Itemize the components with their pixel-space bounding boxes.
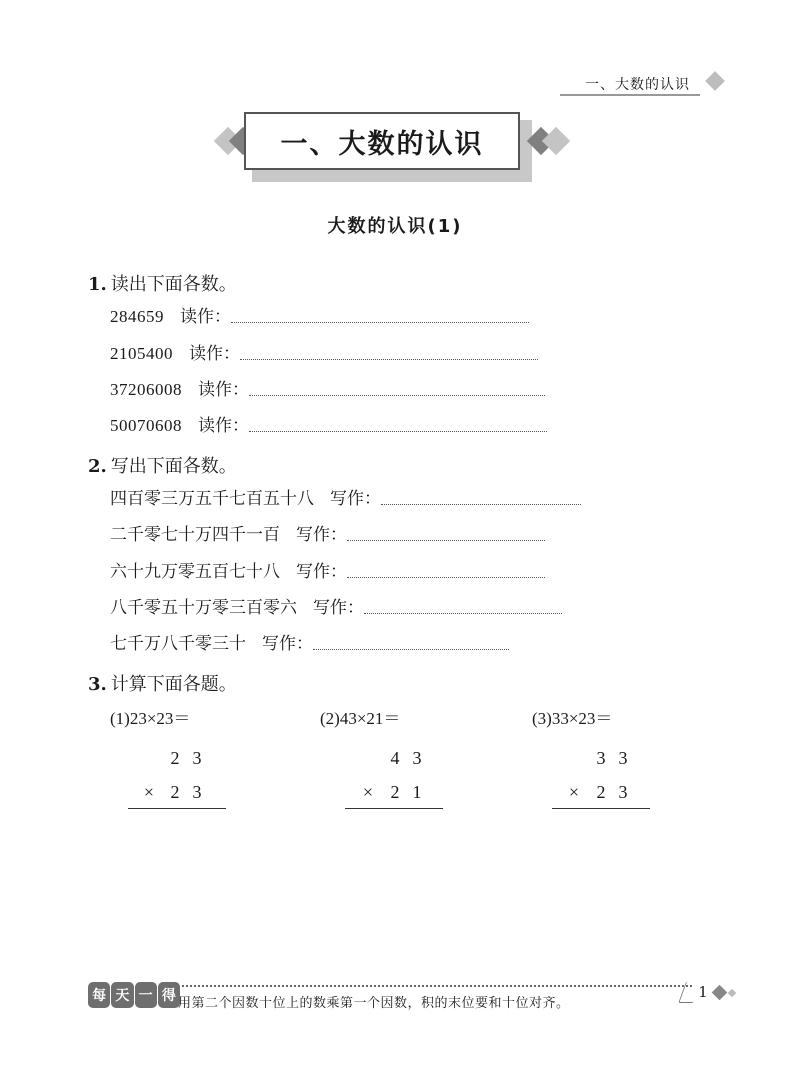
question-number: 1. [88, 274, 107, 295]
answer-line[interactable] [364, 613, 562, 614]
question-text: 计算下面各题。 [110, 674, 237, 695]
running-header [560, 66, 730, 102]
words-to-write: 四百零三万五千七百五十八 [110, 489, 314, 509]
digit: 3 [192, 748, 202, 768]
chapter-title: 一、大数的认识 [280, 128, 484, 160]
question-number: 3. [88, 674, 107, 695]
digit: 2 [170, 748, 180, 768]
write-row [110, 521, 545, 545]
number-to-read: 284659 [110, 307, 164, 326]
section-title: 大数的认识(1) [327, 216, 463, 237]
digit: 1 [412, 782, 422, 802]
question-1-title [88, 270, 237, 296]
running-header-text: 一、大数的认识 [585, 77, 690, 93]
answer-line[interactable] [347, 540, 545, 541]
question-2-title [88, 452, 237, 478]
running-header-rule [560, 94, 700, 96]
digit: 3 [618, 782, 628, 802]
write-label: 写作： [296, 562, 347, 582]
multiplier [558, 782, 634, 803]
calc-underline [128, 808, 226, 809]
read-label: 读作： [198, 380, 249, 400]
read-label: 读作： [189, 344, 240, 364]
words-to-write: 六十九万零五百七十八 [110, 562, 280, 582]
words-to-write: 八千零五十万零三百零六 [110, 598, 297, 618]
digit: 3 [192, 782, 202, 802]
write-row [110, 485, 581, 509]
diamond-icon [712, 985, 728, 1001]
words-to-write: 二千零七十万四千一百 [110, 525, 280, 545]
page-number: 1 [698, 983, 708, 1001]
answer-line[interactable] [347, 577, 545, 578]
write-label: 写作： [296, 525, 347, 545]
digit: 2 [390, 782, 400, 802]
write-row [110, 558, 545, 582]
read-row [110, 376, 545, 400]
answer-line[interactable] [240, 359, 538, 360]
digit: 3 [596, 748, 606, 768]
question-text: 读出下面各数。 [110, 274, 237, 295]
calc-problem-label: (1)23×23＝ [110, 709, 191, 728]
answer-line[interactable] [381, 504, 581, 505]
calc-underline [345, 808, 443, 809]
times-sign: × [362, 782, 374, 802]
words-to-write: 七千万八千零三十 [110, 634, 246, 654]
multiplicand [590, 748, 634, 769]
digit: 4 [390, 748, 400, 768]
read-row [110, 340, 538, 364]
question-number: 2. [88, 456, 107, 477]
write-label: 写作： [330, 489, 381, 509]
multiplicand [384, 748, 428, 769]
calc-problem-label: (2)43×21＝ [320, 709, 401, 728]
question-text: 写出下面各数。 [110, 456, 237, 477]
badge-char: 一 [135, 982, 157, 1008]
footer-divider [182, 985, 692, 987]
answer-line[interactable] [313, 649, 509, 650]
multiplicand [164, 748, 208, 769]
answer-line[interactable] [249, 395, 545, 396]
write-row [110, 594, 562, 618]
badge-char: 天 [111, 982, 133, 1008]
answer-line[interactable] [249, 431, 547, 432]
digit: 3 [618, 748, 628, 768]
badge-char: 得 [158, 982, 180, 1008]
write-row [110, 630, 509, 654]
daily-tip-badge [88, 982, 180, 1008]
read-row [110, 303, 529, 327]
badge-char: 每 [88, 982, 110, 1008]
write-label: 写作： [262, 634, 313, 654]
calc-problem-label: (3)33×23＝ [532, 709, 613, 728]
digit: 2 [170, 782, 180, 802]
number-to-read: 37206008 [110, 380, 182, 399]
diamond-icon [728, 989, 736, 997]
read-row [110, 412, 547, 436]
calc-underline [552, 808, 650, 809]
daily-tip-text: 用第二个因数十位上的数乘第一个因数，积的末位要和十位对齐。 [178, 996, 570, 1011]
times-sign: × [568, 782, 580, 802]
multiplier [134, 782, 208, 803]
digit: 3 [412, 748, 422, 768]
times-sign: × [143, 782, 155, 802]
read-label: 读作： [180, 307, 231, 327]
multiplier [352, 782, 428, 803]
read-label: 读作： [198, 416, 249, 436]
answer-line[interactable] [231, 322, 529, 323]
digit: 2 [596, 782, 606, 802]
question-3-title [88, 670, 237, 696]
diamond-icon [705, 71, 725, 91]
chapter-banner [244, 112, 520, 170]
number-to-read: 2105400 [110, 344, 173, 363]
number-to-read: 50070608 [110, 416, 182, 435]
write-label: 写作： [313, 598, 364, 618]
